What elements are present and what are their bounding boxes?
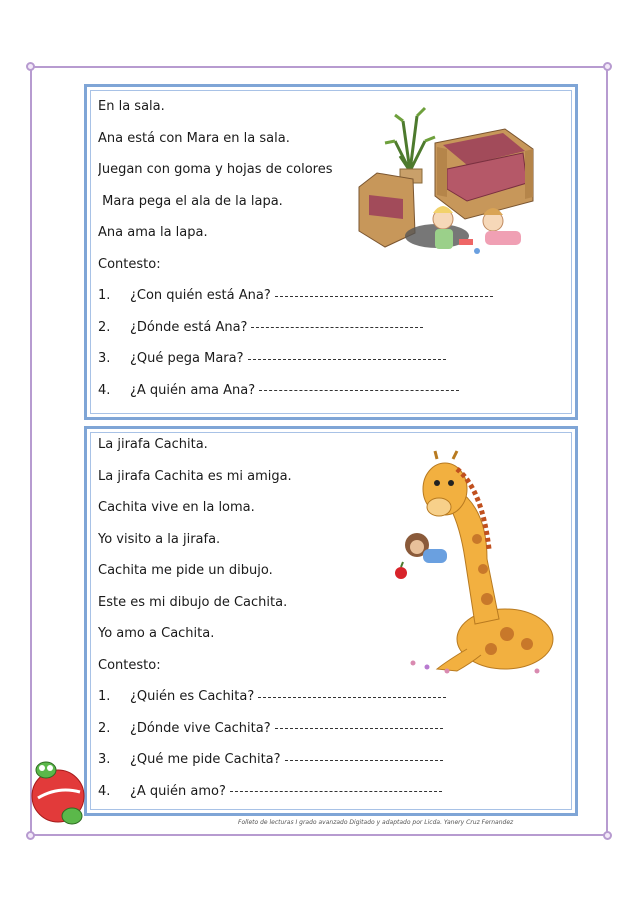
story-line: Ana ama la lapa. bbox=[98, 225, 208, 240]
answer-blank[interactable] bbox=[285, 759, 443, 761]
monkey-icon bbox=[405, 533, 447, 563]
contesto-label: Contesto: bbox=[98, 256, 161, 272]
story-line: Juegan con goma y hojas de colores bbox=[98, 162, 333, 177]
story-title: La jirafa Cachita. bbox=[98, 437, 208, 452]
question-row bbox=[98, 776, 446, 808]
question-text: ¿A quién ama Ana? bbox=[130, 382, 256, 398]
living-room-illustration bbox=[355, 101, 545, 271]
answer-blank[interactable] bbox=[248, 358, 446, 360]
story-line: Yo visito a la jirafa. bbox=[98, 531, 221, 547]
border-corner-top-right bbox=[603, 62, 612, 71]
question-row bbox=[98, 343, 493, 375]
story-line: Yo amo a Cachita. bbox=[98, 626, 215, 641]
story-line: Ana está con Mara en la sala. bbox=[98, 130, 290, 146]
sofa-icon bbox=[435, 129, 533, 219]
question-row bbox=[98, 280, 493, 312]
question-text: ¿Dónde vive Cachita? bbox=[130, 720, 271, 736]
story-line: Cachita me pide un dibujo. bbox=[98, 563, 273, 578]
question-number: 4. bbox=[98, 783, 111, 799]
story-line: Cachita vive en la loma. bbox=[98, 500, 255, 515]
answer-blank[interactable] bbox=[258, 696, 446, 698]
border-corner-bottom-left bbox=[26, 831, 35, 840]
question-text: ¿Quién es Cachita? bbox=[130, 689, 255, 704]
giraffe-illustration bbox=[387, 449, 557, 679]
story-title: En la sala. bbox=[98, 99, 165, 114]
apple-icon bbox=[395, 562, 407, 579]
question-number: 4. bbox=[98, 382, 111, 398]
reading-panel-sala bbox=[84, 84, 578, 420]
story-line: Este es mi dibujo de Cachita. bbox=[98, 594, 288, 610]
question-number: 2. bbox=[98, 319, 111, 335]
answer-blank[interactable] bbox=[275, 295, 493, 297]
question-text: ¿Qué pega Mara? bbox=[130, 351, 244, 366]
question-text: ¿Qué me pide Cachita? bbox=[130, 752, 281, 767]
answer-blank[interactable] bbox=[275, 727, 443, 729]
border-corner-top-left bbox=[26, 62, 35, 71]
story-line: La jirafa Cachita es mi amiga. bbox=[98, 468, 292, 484]
question-row bbox=[98, 713, 446, 745]
question-row bbox=[98, 744, 446, 776]
question-text: ¿Dónde está Ana? bbox=[130, 319, 248, 335]
question-number: 3. bbox=[98, 351, 111, 366]
question-row bbox=[98, 375, 493, 407]
question-text: ¿Con quién está Ana? bbox=[130, 288, 271, 303]
question-row bbox=[98, 681, 446, 713]
footer-credit: Folleto de lecturas I grado avanzado Digitado y adaptado por Licda. Yanery Cruz Fernandez bbox=[238, 819, 514, 826]
question-row bbox=[98, 312, 493, 344]
question-number: 1. bbox=[98, 689, 111, 704]
answer-blank[interactable] bbox=[251, 326, 423, 328]
answer-blank[interactable] bbox=[259, 389, 459, 391]
plant-icon bbox=[385, 108, 435, 183]
question-number: 3. bbox=[98, 752, 111, 767]
question-number: 1. bbox=[98, 288, 111, 303]
story-line: Mara pega el ala de la lapa. bbox=[98, 193, 283, 209]
question-number: 2. bbox=[98, 720, 111, 736]
border-corner-bottom-right bbox=[603, 831, 612, 840]
question-text: ¿A quién amo? bbox=[130, 783, 226, 799]
contesto-label: Contesto: bbox=[98, 657, 161, 673]
sapitos-logo bbox=[28, 758, 90, 828]
answer-blank[interactable] bbox=[230, 790, 442, 792]
reading-panel-jirafa bbox=[84, 426, 578, 816]
